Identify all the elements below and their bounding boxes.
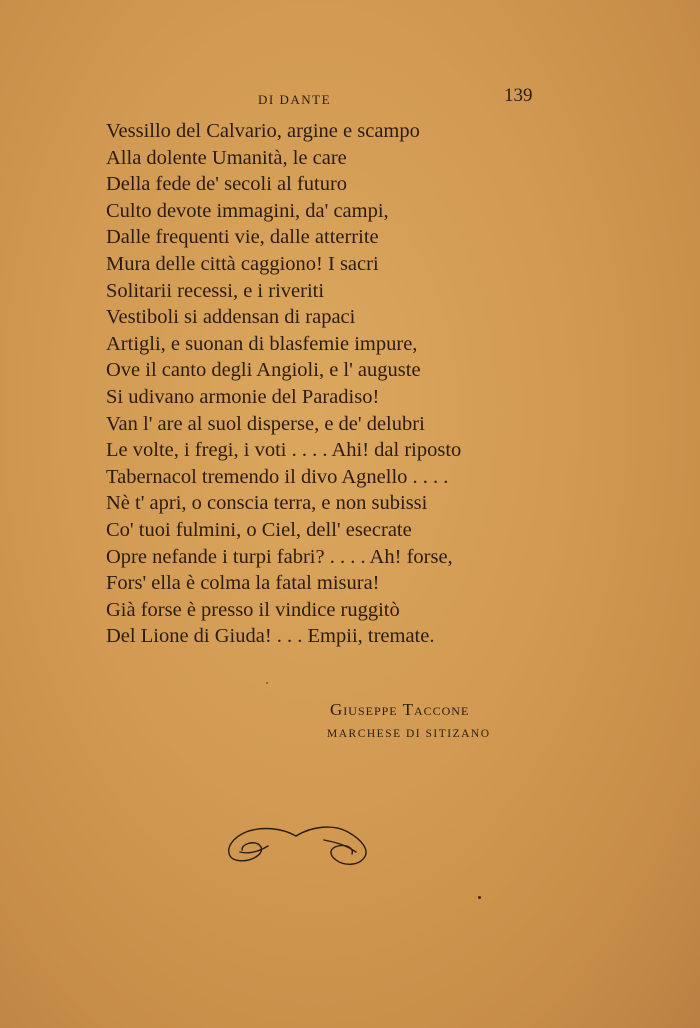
poem-line: Della fede de' secoli al futuro bbox=[106, 173, 348, 196]
poem-line: Fors' ella è colma la fatal misura! bbox=[106, 572, 380, 595]
page-number: 139 bbox=[504, 85, 533, 106]
poem-line: Le volte, i fregi, i voti . . . . Ahi! dal riposto bbox=[106, 439, 462, 462]
page-speck bbox=[478, 896, 481, 899]
author-signature: Giuseppe Taccone bbox=[330, 700, 470, 719]
flourish-ornament-icon bbox=[224, 822, 374, 872]
poem-line: Opre nefande i turpi fabri? . . . . Ah! forse, bbox=[106, 545, 453, 568]
poem-line: Si udivano armonie del Paradiso! bbox=[106, 385, 380, 408]
poem-line: Mura delle città caggiono! I sacri bbox=[106, 252, 379, 275]
poem-line: Co' tuoi fulmini, o Ciel, dell' esecrate bbox=[106, 518, 412, 541]
poem-line: Vessillo del Calvario, argine e scampo bbox=[106, 120, 420, 142]
poem-line: Alla dolente Umanità, le care bbox=[106, 146, 347, 169]
poem-line: Culto devote immagini, da' campi, bbox=[106, 199, 389, 222]
poem-line: Del Lione di Giuda! . . . Empii, tremate. bbox=[106, 625, 435, 648]
poem-body bbox=[106, 118, 556, 650]
poem-line: Nè t' apri, o conscia terra, e non subissi bbox=[106, 492, 428, 515]
poem-line: Vestiboli si addensan di rapaci bbox=[106, 306, 356, 329]
poem-line: Tabernacol tremendo il divo Agnello . . . . bbox=[106, 465, 449, 488]
poem-line: Dalle frequenti vie, dalle atterrite bbox=[106, 226, 379, 249]
poem-line: Ove il canto degli Angioli, e l' auguste bbox=[106, 359, 421, 382]
poem-line: Già forse è presso il vindice ruggitò bbox=[106, 598, 400, 621]
running-title: DI DANTE bbox=[258, 92, 332, 107]
poem-line: Solitarii recessi, e i riveriti bbox=[106, 279, 325, 302]
poem-line: Artigli, e suonan di blasfemie impure, bbox=[106, 332, 418, 355]
author-title: MARCHESE DI SITIZANO bbox=[327, 728, 491, 740]
poem-line: Van l' are al suol disperse, e de' delubri bbox=[106, 412, 425, 435]
page-speck bbox=[266, 682, 268, 684]
